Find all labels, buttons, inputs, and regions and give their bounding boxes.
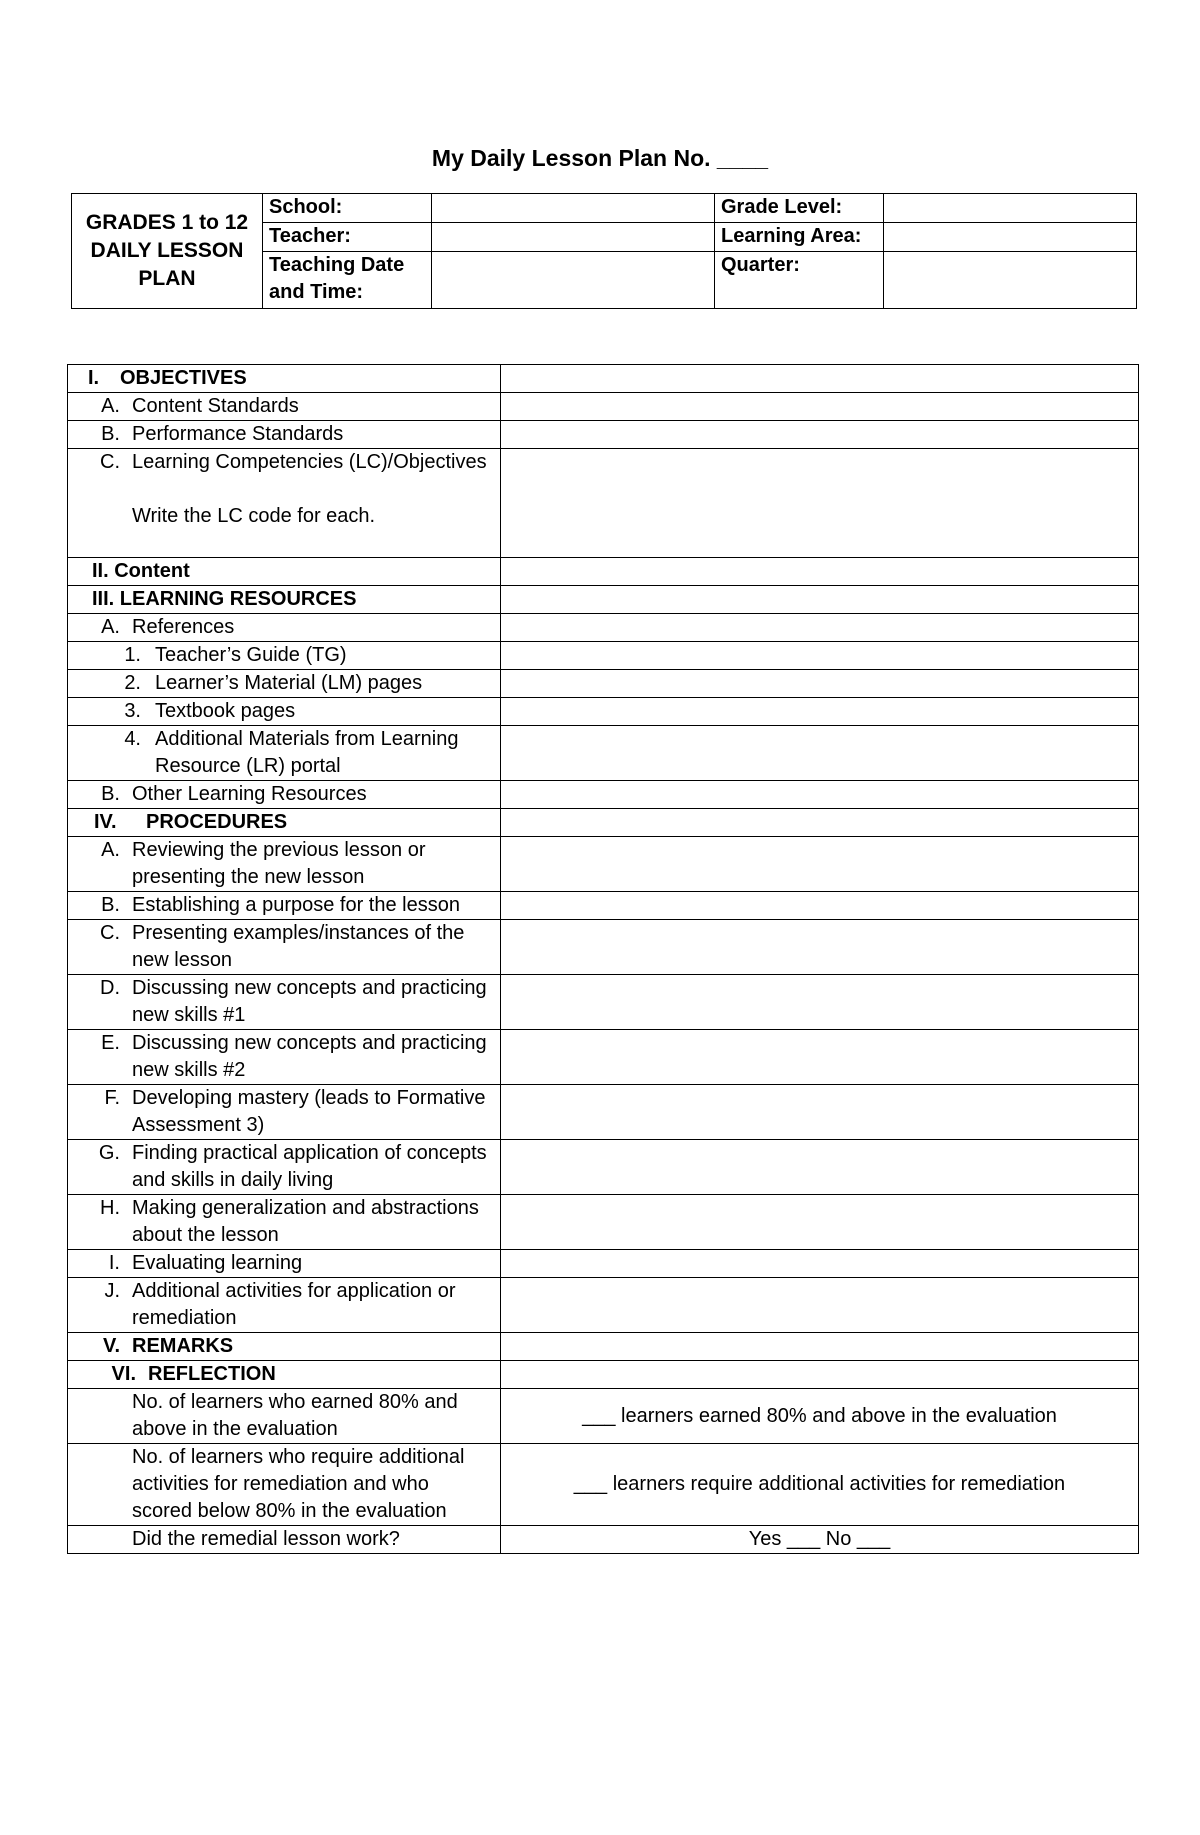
table-row [68,781,1139,809]
procedure-f-label [68,1085,501,1140]
lc-code-note: Write the LC code for each. [132,505,376,527]
item-label: No. of learners who require additional activities for remediation and who scored below 80% in the evaluation [132,1446,465,1522]
date-time-field[interactable] [432,252,715,309]
item-marker: 4. [124,728,141,750]
procedure-c-label [68,920,501,975]
procedure-d-field[interactable] [501,975,1139,1030]
content-standards-field[interactable] [501,393,1139,421]
item-marker: B. [101,423,120,445]
procedure-g-label [68,1140,501,1195]
references-field[interactable] [501,614,1139,642]
table-row [68,393,1139,421]
item-label: Textbook pages [155,700,296,722]
table-row [68,421,1139,449]
item-label: Learning Competencies (LC)/Objectives [132,451,487,473]
learning-competencies-field[interactable] [501,449,1139,558]
item-label: Performance Standards [132,423,344,445]
table-row [68,365,1139,393]
item-label: Developing mastery (leads to Formative Assessment 3) [132,1087,486,1136]
table-row [68,1526,1139,1554]
procedure-j-label [68,1278,501,1333]
table-row [68,975,1139,1030]
procedure-i-label [68,1250,501,1278]
item-marker: B. [101,783,120,805]
section-title: REMARKS [132,1335,234,1357]
table-row [68,1195,1139,1250]
item-marker: A. [101,395,120,417]
reflection-field[interactable] [501,1361,1139,1389]
item-marker: F. [104,1087,120,1109]
item-marker: C. [100,922,120,944]
learning-resources-field[interactable] [501,586,1139,614]
objectives-heading [68,365,501,393]
page-title: My Daily Lesson Plan No. ____ [431,145,769,171]
other-resources-label [68,781,501,809]
procedure-i-field[interactable] [501,1250,1139,1278]
procedure-b-label [68,892,501,920]
item-label: Additional activities for application or remediation [132,1280,456,1329]
procedure-e-field[interactable] [501,1030,1139,1085]
teachers-guide-label [68,642,501,670]
procedure-a-field[interactable] [501,837,1139,892]
item-label: Presenting examples/instances of the new lesson [132,922,465,971]
quarter-field[interactable] [884,252,1137,309]
table-row [68,558,1139,586]
reflection-remedial-work-label [68,1526,501,1554]
performance-standards-label [68,421,501,449]
item-label: Content Standards [132,395,299,417]
item-marker: J. [104,1280,120,1302]
table-row [68,809,1139,837]
content-field[interactable] [501,558,1139,586]
remarks-heading [68,1333,501,1361]
table-row [68,920,1139,975]
section-title: OBJECTIVES [120,367,247,389]
item-marker: 2. [124,672,141,694]
table-row [68,449,1139,558]
textbook-pages-field[interactable] [501,698,1139,726]
reflection-remediation-label [68,1444,501,1526]
learners-material-label [68,670,501,698]
section-title: REFLECTION [148,1363,276,1385]
table-row [68,1444,1139,1526]
item-label: Discussing new concepts and practicing new skills #1 [132,977,487,1026]
item-label: Reviewing the previous lesson or presenting the new lesson [132,839,426,888]
item-label: Did the remedial lesson work? [132,1528,400,1550]
teacher-label: Teacher: [263,223,432,252]
item-label: Establishing a purpose for the lesson [132,894,460,916]
learning-area-label: Learning Area: [715,223,884,252]
item-label: Making generalization and abstractions about the lesson [132,1197,479,1246]
procedure-c-field[interactable] [501,920,1139,975]
item-label: Additional Materials from Learning Resource (LR) portal [155,728,459,777]
procedure-e-label [68,1030,501,1085]
item-marker: I. [108,1252,120,1274]
learning-area-field[interactable] [884,223,1137,252]
item-marker: B. [101,894,120,916]
additional-materials-field[interactable] [501,726,1139,781]
table-row [68,698,1139,726]
procedure-b-field[interactable] [501,892,1139,920]
references-label [68,614,501,642]
content-heading: II. Content [68,558,501,586]
item-label: References [132,616,235,638]
teachers-guide-field[interactable] [501,642,1139,670]
grade-level-label: Grade Level: [715,194,884,223]
header-table [71,193,1137,309]
procedure-f-field[interactable] [501,1085,1139,1140]
item-marker: E. [101,1032,120,1054]
section-marker: IV. [94,811,117,833]
table-row [68,1140,1139,1195]
learners-material-field[interactable] [501,670,1139,698]
section-title: PROCEDURES [146,811,288,833]
reflection-80-value[interactable]: ___ learners earned 80% and above in the evaluation [501,1389,1139,1444]
procedures-field[interactable] [501,809,1139,837]
table-row [68,1085,1139,1140]
quarter-label: Quarter: [715,252,884,309]
reflection-remediation-value[interactable]: ___ learners require additional activities for remediation [501,1444,1139,1526]
item-label: Evaluating learning [132,1252,303,1274]
section-marker: I. [88,367,100,389]
item-label: Finding practical application of concepts and skills in daily living [132,1142,487,1191]
item-label: Other Learning Resources [132,783,367,805]
table-row [68,1250,1139,1278]
procedure-j-field[interactable] [501,1278,1139,1333]
item-marker: 3. [124,700,141,722]
item-label: Learner’s Material (LM) pages [155,672,423,694]
teacher-field[interactable] [432,223,715,252]
table-row [68,586,1139,614]
lesson-plan-table [67,364,1139,1554]
textbook-pages-label [68,698,501,726]
table-row [68,1333,1139,1361]
procedure-g-field[interactable] [501,1140,1139,1195]
other-resources-field[interactable] [501,781,1139,809]
school-field[interactable] [432,194,715,223]
item-marker: G. [98,1142,120,1164]
item-label: No. of learners who earned 80% and above in the evaluation [132,1391,458,1440]
reflection-remedial-work-value[interactable]: Yes ___ No ___ [501,1526,1139,1554]
item-marker: D. [100,977,120,999]
table-row [68,1278,1139,1333]
table-row [68,614,1139,642]
item-marker: H. [100,1197,120,1219]
additional-materials-label [68,726,501,781]
table-row [68,642,1139,670]
table-row [68,670,1139,698]
performance-standards-field[interactable] [501,421,1139,449]
table-row [68,892,1139,920]
procedure-h-field[interactable] [501,1195,1139,1250]
remarks-field[interactable] [501,1333,1139,1361]
grade-level-field[interactable] [884,194,1137,223]
grades-label: GRADES 1 to 12 DAILY LESSON PLAN [72,194,263,309]
table-row [68,1389,1139,1444]
item-label: Teacher’s Guide (TG) [155,644,347,666]
reflection-heading [68,1361,501,1389]
table-row [68,726,1139,781]
learning-resources-heading: III. LEARNING RESOURCES [68,586,501,614]
section-marker: VI. [111,1363,136,1385]
table-row [68,1361,1139,1389]
item-marker: A. [101,839,120,861]
content-standards-label [68,393,501,421]
reflection-80-label [68,1389,501,1444]
table-row [68,837,1139,892]
school-label: School: [263,194,432,223]
objectives-field[interactable] [501,365,1139,393]
item-label: Discussing new concepts and practicing new skills #2 [132,1032,487,1081]
date-time-label: Teaching Date and Time: [263,252,432,309]
procedure-h-label [68,1195,501,1250]
procedure-a-label [68,837,501,892]
item-marker: C. [100,451,120,473]
procedures-heading [68,809,501,837]
item-marker: 1. [124,644,141,666]
table-row [68,1030,1139,1085]
section-marker: V. [102,1335,120,1357]
learning-competencies-label [68,449,501,558]
item-marker: A. [101,616,120,638]
procedure-d-label [68,975,501,1030]
